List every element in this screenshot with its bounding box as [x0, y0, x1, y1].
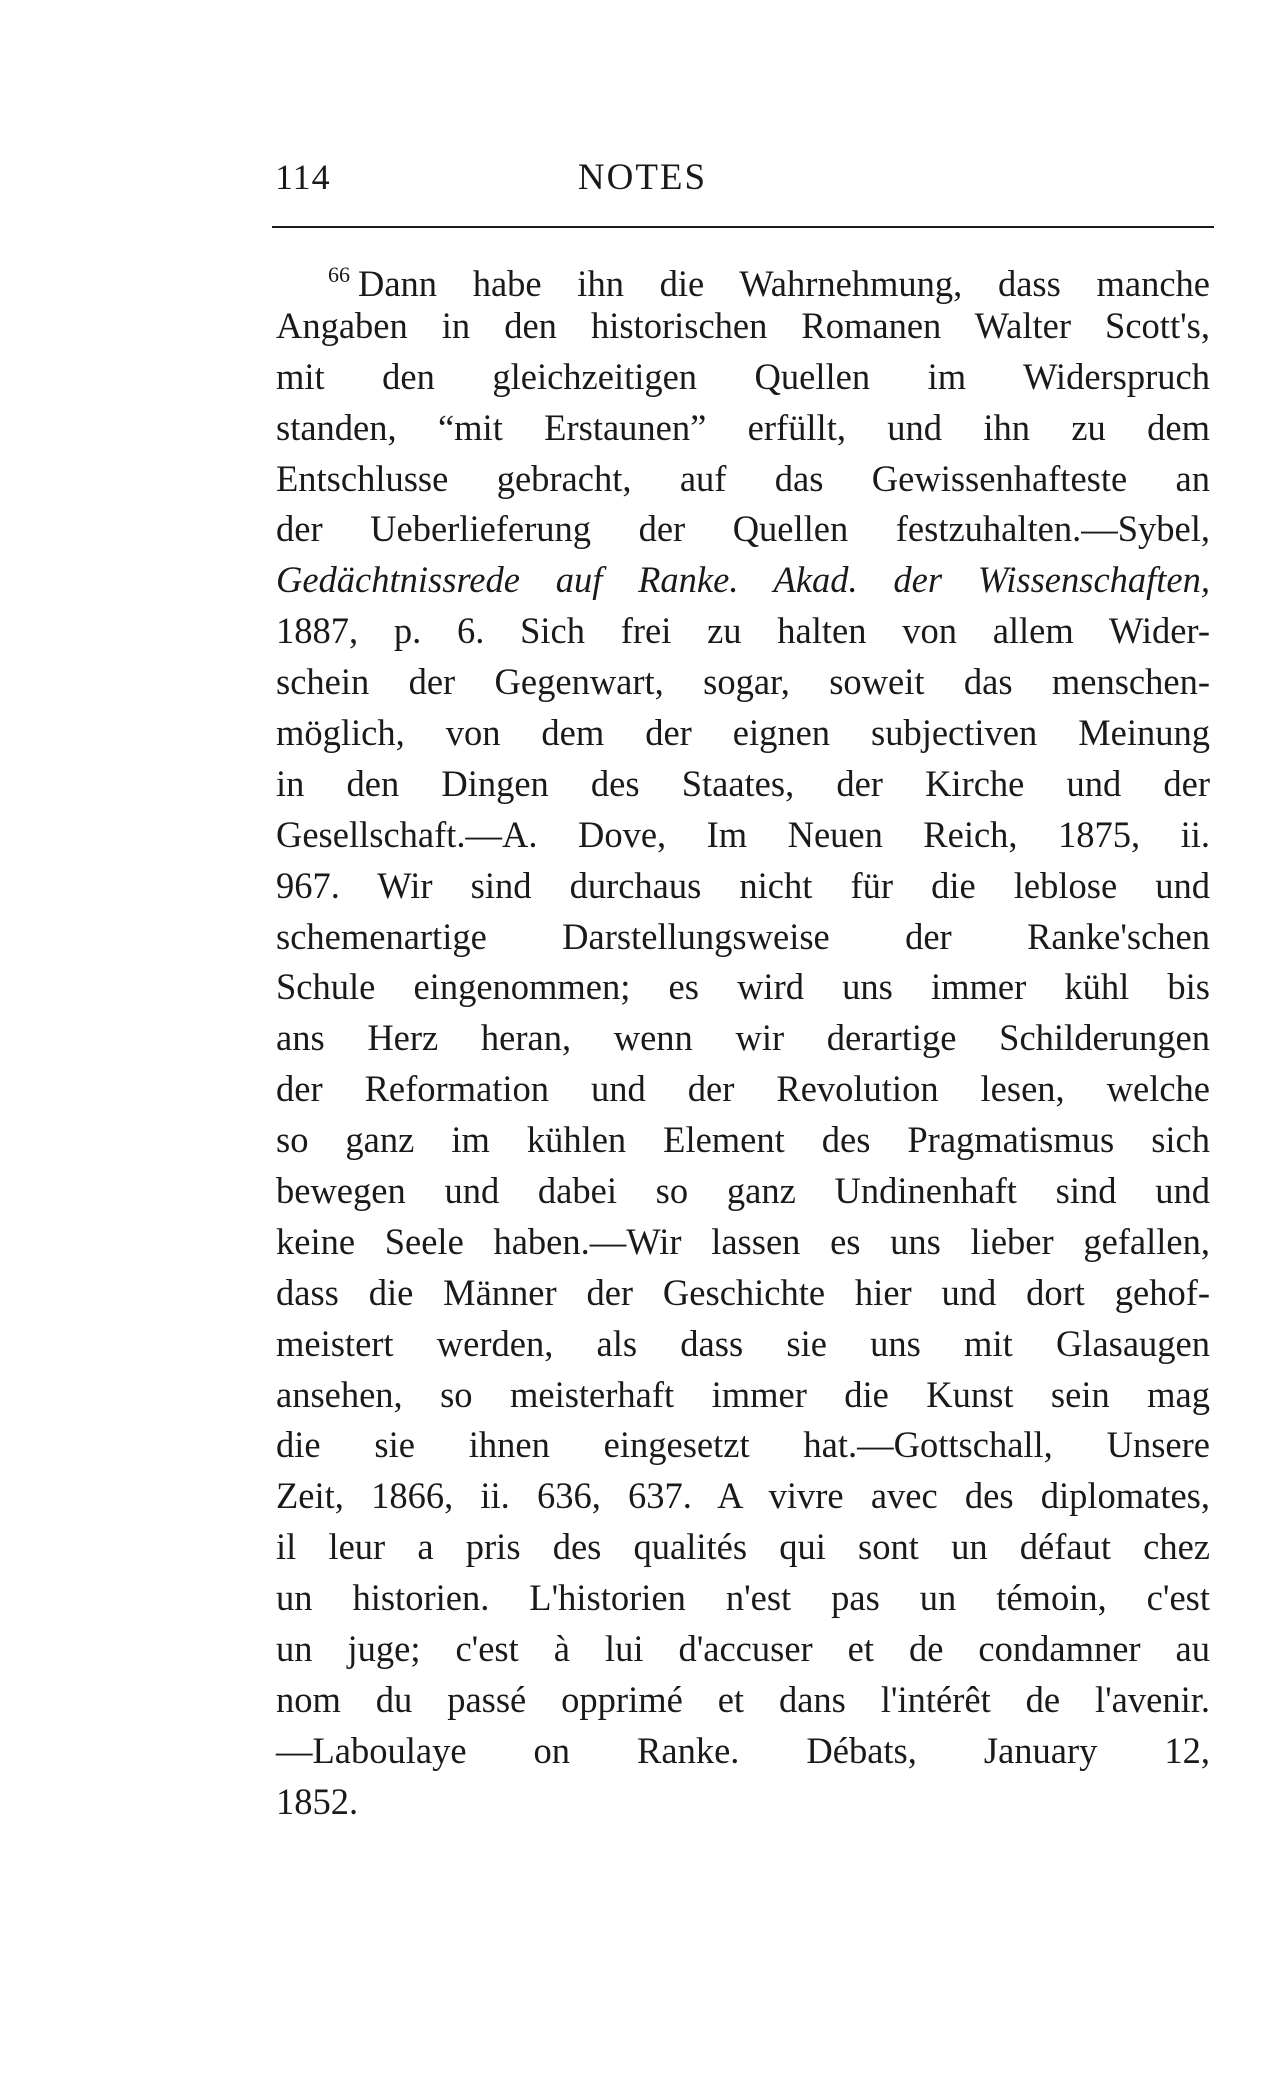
note-line-30: —Laboulaye on Ranke. Débats, January 12,: [276, 1729, 1210, 1771]
note-line-18: so ganz im kühlen Element des Pragmatismus sich: [276, 1119, 1210, 1161]
note-line-5: Entschlusse gebracht, auf das Gewissenhafteste an: [276, 457, 1210, 499]
note-line-13: 967. Wir sind durchaus nicht für die leblose und: [276, 864, 1210, 906]
footnote-66: [276, 250, 1210, 1828]
page-number: 114: [275, 157, 331, 197]
note-line-23: ansehen, so meisterhaft immer die Kunst sein mag: [276, 1373, 1210, 1415]
note-line-19: bewegen und dabei so ganz Undinenhaft sind und: [276, 1170, 1210, 1212]
note-line-24: die sie ihnen eingesetzt hat.—Gottschall, Unsere: [276, 1424, 1210, 1466]
note-line-29: nom du passé opprimé et dans l'intérêt de l'avenir.: [276, 1678, 1210, 1720]
running-head: NOTES: [577, 157, 708, 198]
note-line-28: un juge; c'est à lui d'accuser et de condamner au: [276, 1628, 1210, 1670]
note-line-12: Gesellschaft.—A. Dove, Im Neuen Reich, 1875, ii.: [276, 813, 1210, 855]
note-line-16: ans Herz heran, wenn wir derartige Schilderungen: [276, 1017, 1210, 1059]
note-line-26: il leur a pris des qualités qui sont un défaut chez: [276, 1526, 1210, 1568]
footnote-number: 66: [328, 262, 350, 287]
note-line-20: keine Seele haben.—Wir lassen es uns lieber gefallen,: [276, 1220, 1210, 1262]
note-line-22: meistert werden, als dass sie uns mit Glasaugen: [276, 1322, 1210, 1364]
note-line-7: Gedächtnissrede auf Ranke. Akad. der Wissenschaften,: [276, 559, 1210, 601]
note-line-27: un historien. L'historien n'est pas un témoin, c'est: [276, 1577, 1210, 1619]
note-line-15: Schule eingenommen; es wird uns immer kühl bis: [276, 966, 1210, 1008]
note-line-9: schein der Gegenwart, sogar, soweit das menschen-: [276, 661, 1210, 703]
note-line-11: in den Dingen des Staates, der Kirche und der: [276, 762, 1210, 804]
note-line-6: der Ueberlieferung der Quellen festzuhalten.—Sybel,: [276, 508, 1210, 550]
note-line-17: der Reformation und der Revolution lesen, welche: [276, 1068, 1210, 1110]
note-line-2: Angaben in den historischen Romanen Walter Scott's,: [276, 304, 1210, 346]
note-line-3: mit den gleichzeitigen Quellen im Widerspruch: [276, 355, 1210, 397]
note-line-4: standen, “mit Erstaunen” erfüllt, und ihn zu dem: [276, 406, 1210, 448]
note-line-10: möglich, von dem der eignen subjectiven Meinung: [276, 712, 1210, 754]
note-line-1: $^{66}$ Dann habe ihn die Wahrnehmung, dass manche: [328, 262, 1210, 304]
header-rule: [272, 226, 1214, 228]
note-line-21: dass die Männer der Geschichte hier und dort gehof-: [276, 1271, 1210, 1313]
note-line-25: Zeit, 1866, ii. 636, 637. A vivre avec des diplomates,: [276, 1475, 1210, 1517]
note-line-8: 1887, p. 6. Sich frei zu halten von allem Wider-: [276, 610, 1210, 652]
note-line-14: schemenartige Darstellungsweise der Ranke'schen: [276, 915, 1210, 957]
note-line-31: 1852.: [276, 1780, 359, 1822]
